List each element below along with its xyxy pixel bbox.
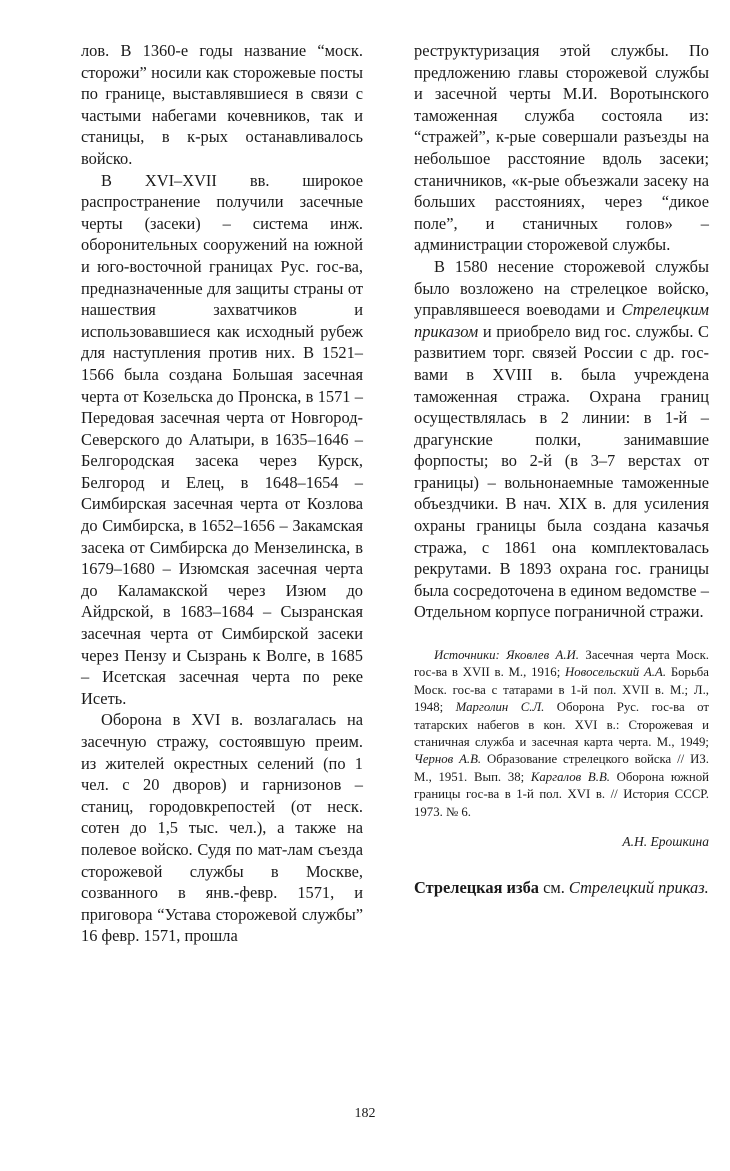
paragraph-4: реструктуризация этой службы. По предложению главы сторожевой службы и засечной черты М.И. Воротынского таможенная служба состояла из: “стражей”, к-рые совершали разъезды на небольшое расстояние вдоль засеки; станичников, «к-рые объезжали засеку на больших расстояниях, через “дикое поле”, и станичных голов» – администрации сторожевой службы.	[414, 41, 709, 255]
paragraph-5-text-b: и приобрело вид гос. службы. С развитием торг. связей России с др. гос-вами в XVIII в. была учреждена таможенная стража. Охрана границ осуществлялась в 2 линии: в 1-й – драгунские полки, занимавшие форпосты; во 2-й (в 3–7 верстах от границы) – вольнонаемные таможенные объездчики. В нач. XIX в. для усиления охраны границы была создана казачья стража, с 1861 она комплектовалась рекрутами. В 1893 охрана гос. границы была сосредоточена в едином ведомстве – Отдельном корпусе пограничной стражи.	[414, 321, 709, 622]
paragraph-5	[414, 256, 709, 623]
source-text-4: Образование стрелецкого войска // ИЗ. М., 1951. Вып. 38;	[414, 752, 709, 784]
sources-block	[414, 647, 709, 821]
entry-reference-link[interactable]: Стрелецкий приказ.	[568, 877, 709, 897]
source-author-5: Каргалов В.В.	[530, 769, 610, 784]
paragraph-3: Оборона в XVI в. возлагалась на засечную стражу, состоявшую преим. из жителей окрестных селений (по 1 чел. с 20 дворов) и гарнизонов – станиц, городовкрепостей (от неск. сотен до 1,5 тыс. чел.), а также на полевое войско. Судя по мат-лам съезда сторожевой службы в Москве, созванного в янв.-февр. 1571, и приговора “Устава сторожевой службы” 16 февр. 1571, прошла	[81, 710, 363, 946]
page-number: 182	[354, 1106, 376, 1121]
source-author-4: Чернов А.В.	[414, 752, 482, 767]
source-text-3: Оборона Рус. гос-ва от татарских набегов в кон. XVI в.: Сторожевая и станичная служба и засечная карта черта. М., 1949;	[414, 700, 709, 750]
paragraph-2: В XVI–XVII вв. широкое распространение получили засечные черты (засеки) – система инж. оборонительных сооружений на южной и юго-восточной границах Рус. гос-ва, предназначенные для защиты страны от нашествия захватчиков и использовавшиеся как исходный рубеж для наступления против них. В 1521–1566 была создана Большая засечная черта от Козельска до Пронска, в 1571 – Передовая засечная черта от Новгород-Северского до Алатыри, в 1635–1646 – Белгородская засека через Курск, Белгород и Елец, в 1648–1654 – Симбирская засечная черта от Козлова до Симбирска, в 1652–1656 – Закамская засека от Симбирска до Мензелинска, в 1679–1680 – Изюмская засечная черта до Каламакской через Изюм до Айдрской, в 1683–1684 – Сызранская засечная черта от Симбирской засеки через Пензу и Сызрань к Волге, в 1685 – Исетская засечная черта по реке Исеть.	[81, 170, 363, 708]
cross-reference-link[interactable]: Стрелецким приказом	[414, 300, 709, 341]
source-text-1: Засечная черта Моск. гос-ва в XVII в. М., 1916;	[414, 648, 709, 680]
left-column	[81, 40, 363, 947]
source-text-2: Борьба Моск. гос-ва с татарами в 1-й пол. XVII в. М.; Л., 1948;	[414, 665, 709, 715]
author-signature: А.Н. Ерошкина	[622, 834, 709, 850]
entry-term: Стрелецкая изба	[414, 877, 539, 897]
right-column	[414, 40, 709, 898]
source-author-3: Марголин С.Л.	[455, 700, 545, 715]
paragraph-1: лов. В 1360-е годы название “моск. сторожи” носили как сторожевые посты по границе, выставлявшиеся в связи с частыми набегами кочевников, так и станицы, в к-рых останавливалось войско.	[81, 41, 363, 168]
next-entry	[414, 877, 709, 899]
sources-label: Источники:	[434, 648, 500, 663]
paragraph-5-text-a: В 1580 несение сторожевой службы было возложено на стрелецкое войско, управлявшееся воеводами и	[414, 256, 709, 320]
source-text-5: Оборона южной границы гос-ва в 1-й пол. XVI в. // История СССР. 1973. № 6.	[414, 769, 709, 819]
source-author-2: Новосельский А.А.	[565, 665, 667, 680]
entry-see: см.	[538, 877, 569, 897]
source-author-1: Яковлев А.И.	[506, 648, 579, 663]
